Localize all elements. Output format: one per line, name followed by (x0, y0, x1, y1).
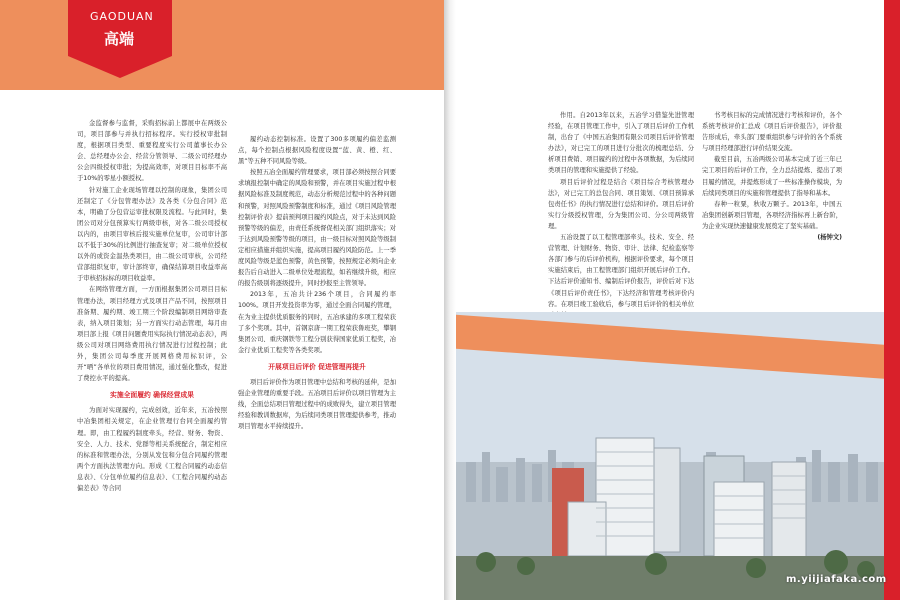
author-signature: (杨钟文) (817, 234, 842, 242)
section-heading: 实施全面履约 确保经营成果 (110, 391, 194, 400)
article-column-2 (238, 134, 396, 432)
paragraph: 作用。自2013年以来，五冶学习借鉴先进管理经验，在项目管理工作中，引入了项目后评价工作机制，出台了《中国五冶集团有限公司项目后评价管理办法》，对已完工的项目进行分批次的梳理总结、分析项目费销、项目履约的过程中各项数据，为后续同类项目的管理和实施提供了经验。 (548, 112, 694, 175)
paragraph: 截至目前，五冶两级公司基本完成了近三年已完工项目的后评价工作，全力总结提炼、提出了项目履约情况，并提炼形成了一些标准操作模块，为后续同类项目的实施和管理提供了指导和基本。 (702, 156, 842, 197)
paragraph: 五冶设置了以工程管理部牵头，技术、安全、经营管理、计划财务、物资、审计、法律、纪检监察等各部门参与的后评价机构，根据评价要求，每个项目实施结束后，由工程管理部门组织开展后评价工作。下达后评价通知书、编制后评价报告，评价后对下达《项目后评价责任书》，下达经济和管理考核评价内容。在项目竣工验收后，参与项目后评价的相关单位 (548, 234, 694, 308)
paragraph: 履约动态控制标准。设置了300多项履约偏差监测点，每个控制点根据风险程度设置“蓝、黄、橙、红、黑”等五种不同风险等级。 (238, 136, 396, 166)
article-column-4 (702, 110, 842, 243)
section-brand-cn: 高端 (104, 30, 135, 48)
paragraph: 书考核目标的完成情况进行考核和评价，各个系统考核评价汇总成《项目后评价报告》，评价报告形成后，牵头部门要重组织参与评价的各个系统与项目经理部进行评价结果交流。 (702, 112, 842, 153)
paragraph: 在网络管理方面，一方面根据集团公司项目目标管理办法，项目经理方式及项目产品不同，按照项目准备期、履约期、竣工期三个阶段编制项目网络审查表，纳入项目策划；另一方面实行动态管理，每月由项目部上报《项目问题费用实际执行情况动态表》，两级公司对项目网络费用执行情况进行过程控制；此外，集团公司每季度开展网格费用标识评，公开“晒”各单位的项目费用情况，通过强化整改，促进了费控水平的提高。 (77, 286, 227, 383)
page-edge-rail (884, 0, 900, 600)
paragraph: 2013年，五冶共计236个项目，合同履约率100%。项目开发投资率为零，通过全面合同履约管理，在为业主提供优质服务的同时，五冶承建的多项工程荣获了多个奖项。其中，首钢京唐一期工程荣获鲁班奖，攀钢集团公司、重庆钢铁等工程分别获得国家优质工程奖，冶金行业优质工程奖等各类奖项。 (238, 291, 396, 354)
right-page (456, 0, 884, 600)
page-gutter (444, 0, 456, 600)
article-column-3 (548, 110, 694, 321)
paragraph: 为面对实现履约，完成创效，近年来，五冶按照中冶集团相关规定，在企业管理行台同全面履约管理。即，由工程履约制度牵头，经营、财务、物资、安全、人力、技术、党群等相关系统配合，制定相应的标准和管理办法，分别从发包和分包合同履约管理两个方面执法管理方向。形成《工程合同履约动态信息表》、《分包单位履约信息表》、《工程合同履约动态偏差表》等合同 (77, 407, 227, 492)
paragraph: 按照五冶全面履约管理要求，项目部必须按照合同要求填报控制中确定的风险和预警，并在项目实施过程中根据风险标准及制度规范，动态分析规范过程中的各种问题和预警，对照风险预警制度和标准，通过《项目风险管理控制评价表》提前预判项目履约风险点，对于未达到风险预警等级的偏差，由责任系统督促相关部门组织落实；对于达到风险预警等级的项目，由一级目标对照风险等级制定相应措施并组织实施，提高项目履约风险防范。上一季度风险等级是蓝色预警，黄色预警，按照规定必须向企业报告后自动进入二级单位处理流程，如若继续升级，相应的报告级别将逐级提升，同时抄报至主管领导。 (238, 169, 396, 288)
left-page (0, 0, 444, 600)
section-heading: 开展项目后评价 促进管理再提升 (268, 362, 366, 371)
article-column-1 (77, 118, 227, 494)
site-watermark: m.yiijiafaka.com (786, 574, 887, 585)
paragraph: 项目后评价过程是结合《项目综合考核管理办法》，对已完工的总包合同、项目策划、《项目预算承包责任书》的执行情况进行总结和评价。项目后评价实行分级授权管理，分为集团公司、分公司两级管理。 (548, 178, 694, 230)
paragraph: 金监督参与监督，采购招标前上都展中在两级公司，项目部参与并执行招标程序。实行授权审批制度，根据项目类型、重要程度实行公司董事长办公会、总经理办公会、经营分管领导、二级公司经理办公会四级授权审批；为提高效率，对项目目标率不高于10%的零星小额授权。 (77, 120, 227, 183)
paragraph: 项目后评价作为项目管理中总结和考核的延伸，是加强企业管理的重要手段。五冶项目后评价以项目管理为主线，全面总结项目管理过程中的成败得失，建立项目管理经验和教训数据库，为后续同类项目管理提供参考，推动项目管理水平持续提升。 (238, 378, 396, 431)
paragraph: 针对施工企业现场管理以控制的现象，集团公司还制定了《分包管理办法》及各类《分包合同》范本，明确了分包营运审批权限及流程。与此同时，集团公司对分包预算实行两级审核，对各二级公司授权以内的，由项目审核后报实施单位复审，公司审计部以不低于30%的比例进行抽查复审；对二级单位授权以外的或资金温热类项目，由二级公司审核，公司经营部组织复审，审计部终审，确保结算项目收益率高于审核招标标的项目收益率。 (77, 186, 227, 283)
paragraph: 春种一粒粟，秋收万颗子。2013年，中国五冶集团创新项目管理，各项经济指标再上新台阶，为企业实现快速健康发展奠定了坚实基础。 (702, 200, 842, 230)
header-band-fade (300, 0, 444, 90)
section-logo-tip (68, 56, 172, 78)
section-brand-en: GAODUAN (90, 10, 154, 23)
